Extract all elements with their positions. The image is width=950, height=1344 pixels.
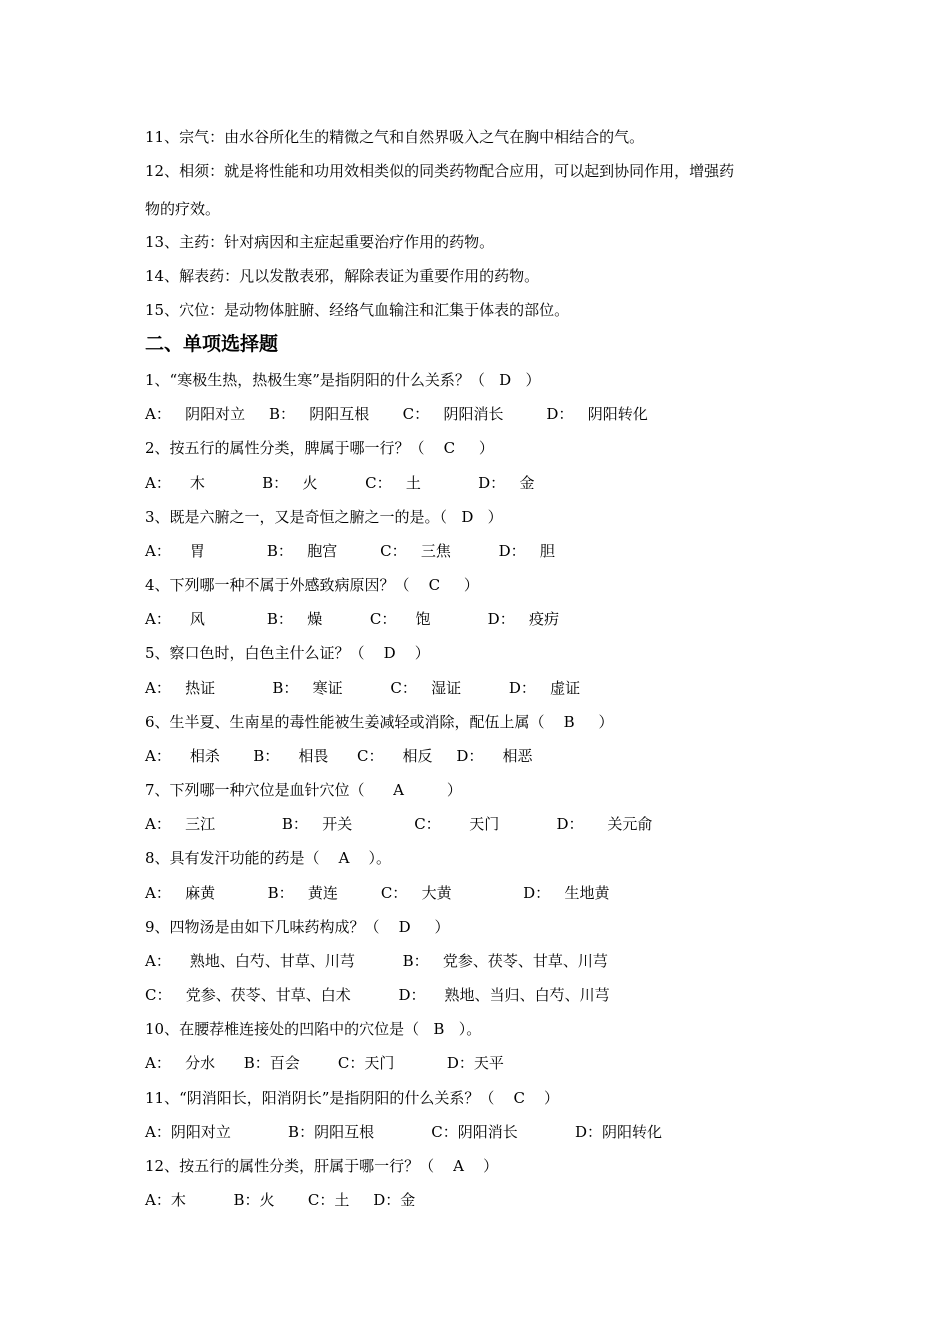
definition-13: 13、主药：针对病因和主症起重要治疗作用的药物。 [145, 233, 495, 251]
question-4: 4、下列哪一种不属于外感致病原因？（ C ） [145, 576, 479, 594]
question-3: 3、既是六腑之一，又是奇恒之腑之一的是。（ D ） [145, 508, 503, 526]
question-12: 12、按五行的属性分类，肝属于哪一行？（ A ） [145, 1157, 499, 1175]
question-9-options-ab: A： 熟地、白芍、甘草、川芎 B： 党参、茯苓、甘草、川芎 [145, 952, 608, 970]
question-7: 7、下列哪一种穴位是血针穴位（ A ） [145, 781, 462, 799]
question-7-options: A： 三江 B： 开关 C： 天门 D： 关元俞 [145, 815, 653, 833]
question-9: 9、四物汤是由如下几味药构成？（ D ） [145, 918, 450, 936]
question-8: 8、具有发汗功能的药是（ A ）。 [145, 849, 392, 867]
definition-14: 14、解表药：凡以发散表邪，解除表证为重要作用的药物。 [145, 267, 540, 285]
question-11: 11、“阴消阳长，阳消阴长”是指阴阳的什么关系？（ C ） [145, 1089, 560, 1107]
definition-11: 11、宗气：由水谷所化生的精微之气和自然界吸入之气在胸中相结合的气。 [145, 128, 645, 146]
section-title: 二、单项选择题 [145, 333, 279, 355]
question-3-options: A： 胃 B： 胞宫 C： 三焦 D： 胆 [145, 542, 555, 560]
question-5: 5、察口色时，白色主什么证？（ D ） [145, 644, 430, 662]
question-10: 10、在腰荐椎连接处的凹陷中的穴位是（ B ）。 [145, 1020, 482, 1038]
question-6-options: A： 相杀 B： 相畏 C： 相反 D： 相恶 [145, 747, 533, 765]
question-1-options: A： 阴阳对立 B： 阴阳互根 C： 阴阳消长 D： 阴阳转化 [145, 405, 648, 423]
question-8-options: A： 麻黄 B： 黄连 C： 大黄 D： 生地黄 [145, 884, 610, 902]
definition-12-continued: 物的疗效。 [145, 200, 221, 218]
question-1: 1、“寒极生热，热极生寒”是指阴阳的什么关系？（ D ） [145, 371, 541, 389]
question-12-options: A：木 B：火 C：土 D：金 [145, 1191, 416, 1209]
question-4-options: A： 风 B： 燥 C： 饱 D： 疫疠 [145, 610, 559, 628]
definition-15: 15、穴位：是动物体脏腑、经络气血输注和汇集于体表的部位。 [145, 301, 570, 319]
question-2-options: A： 木 B： 火 C： 土 D： 金 [145, 474, 535, 492]
question-11-options: A：阴阳对立 B：阴阳互根 C：阴阳消长 D：阴阳转化 [145, 1123, 663, 1141]
question-6: 6、生半夏、生南星的毒性能被生姜减轻或消除，配伍上属（ B ） [145, 713, 614, 731]
question-2: 2、按五行的属性分类，脾属于哪一行？（ C ） [145, 439, 494, 457]
question-9-options-cd: C： 党参、茯苓、甘草、白术 D： 熟地、当归、白芍、川芎 [145, 986, 610, 1004]
question-5-options: A： 热证 B： 寒证 C： 湿证 D： 虚证 [145, 679, 581, 697]
question-10-options: A： 分水 B：百会 C：天门 D：天平 [145, 1054, 504, 1072]
definition-12: 12、相须：就是将性能和功用效相类似的同类药物配合应用，可以起到协同作用，增强药 [145, 162, 735, 180]
